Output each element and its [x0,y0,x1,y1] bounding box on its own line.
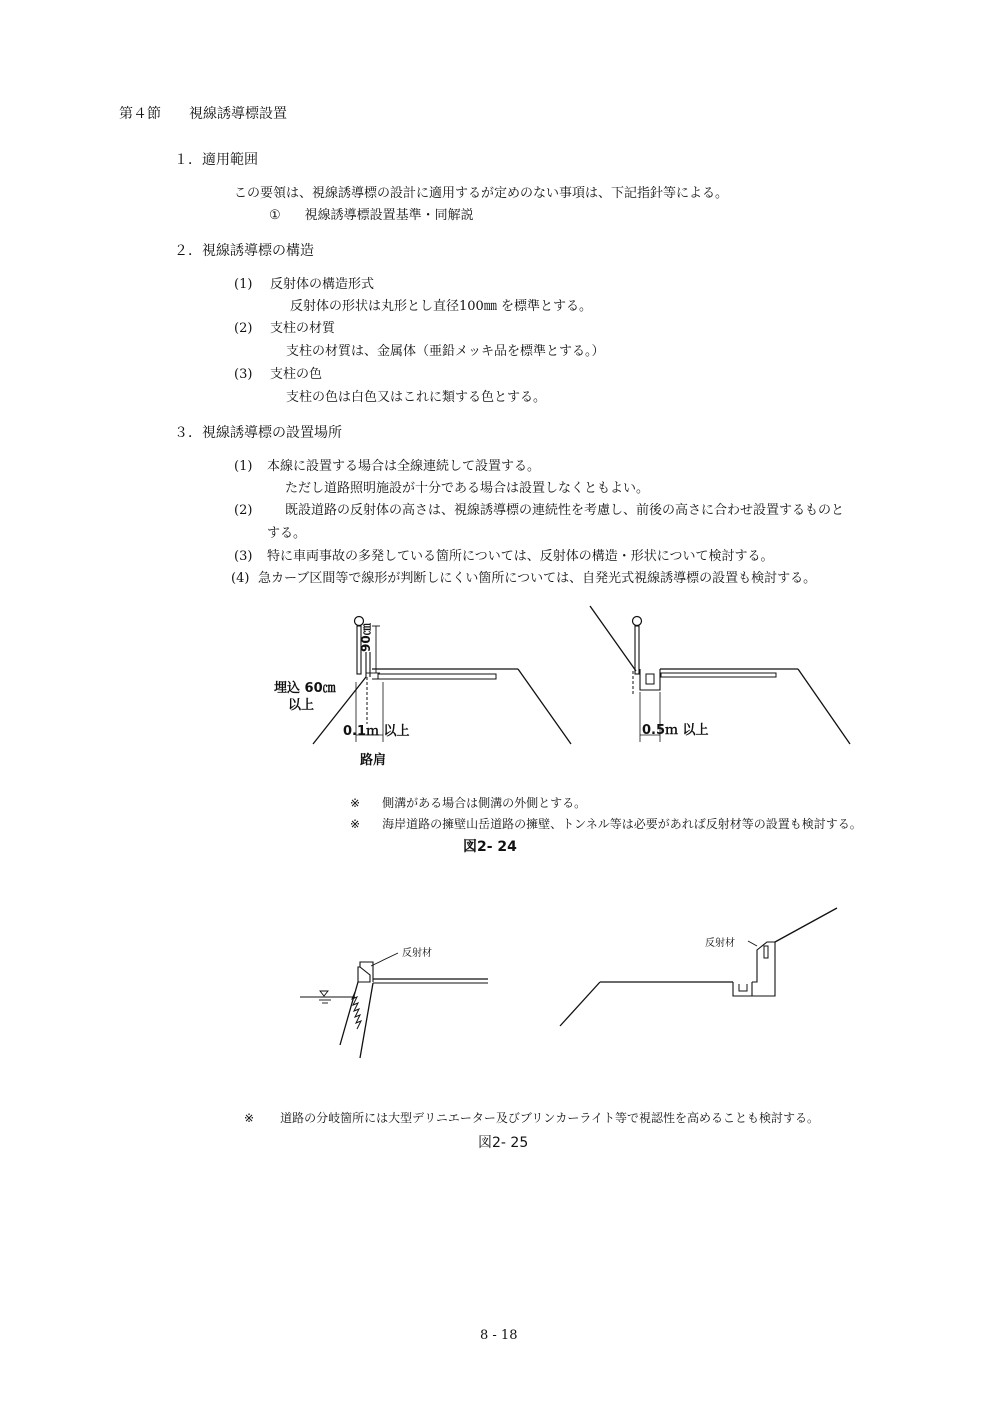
fig24-note-2-text: 海岸道路の擁壁山岳道路の擁壁、トンネル等は必要があれば反射材等の設置も検討する。 [382,817,862,831]
fig24-caption: 図2- 24 [463,839,517,855]
s3-item-1-line1: 本線に設置する場合は全線連続して設置する。 [267,459,541,474]
s3-item-3-line1: 特に車両事故の多発している箇所については、反射体の構造・形状について検討する。 [267,549,774,564]
fig24-note-2 [350,816,862,832]
fig25-note [244,1110,819,1126]
s1-ref-text: 視線誘導標設置基準・同解説 [304,208,474,223]
fig24-note-1-text: 側溝がある場合は側溝の外側とする。 [382,796,587,810]
s1-reference [269,207,474,224]
section-title: 視線誘導標設置 [189,106,287,122]
fig25-note-text: 道路の分岐箇所には大型デリニエーター及びブリンカーライト等で視認性を高めることも検討する。 [280,1111,819,1125]
fig25-note-mark: ※ [244,1111,255,1125]
fig24-label-bury2: 以上 [288,698,315,713]
section-number: 第４節 [119,106,161,122]
fig24-label-bury: 埋込 60㎝ [274,681,336,696]
s2-item-3-no: (3) [234,367,253,382]
s2-heading: ２．視線誘導標の構造 [174,243,314,259]
s3-item-1-no: (1) [234,459,253,474]
fig25-right-diagram [560,908,837,1026]
fig25-label-reflector-right: 反射材 [705,938,735,949]
fig24-label-90cm: 90㎝ [359,623,373,652]
fig25-left-diagram [300,946,488,1058]
s3-item-4-line1: 急カーブ区間等で線形が判断しにくい箇所については、自発光式視線誘導標の設置も検討する。 [258,571,817,586]
s3-item-2-line1: 既設道路の反射体の高さは、視線誘導標の連続性を考慮し、前後の高さに合わせ設置するものと [285,503,845,518]
fig24-left-diagram [274,617,571,769]
s3-item-2-no: (2) [234,503,253,518]
fig25-label-reflector-left: 反射材 [402,948,432,959]
figure-2-25 [0,880,992,1080]
s3-heading: ３．視線誘導標の設置場所 [174,425,342,441]
s3-item-3-no: (3) [234,549,253,564]
s3-item-2-line2: する。 [267,526,307,541]
fig24-right-diagram [590,606,850,744]
s2-item-1-body: 反射体の形状は丸形とし直径100㎜ を標準とする。 [290,299,592,314]
s2-item-1-no: (1) [234,277,253,292]
s2-item-1-title: 反射体の構造形式 [270,277,375,292]
fig24-note-1-mark: ※ [350,796,361,810]
fig24-label-shoulder: 路肩 [360,753,387,768]
fig24-label-01: 0.1ｍ 以上 [343,724,410,739]
s2-item-3-title: 支柱の色 [270,367,323,382]
s2-item-2-body: 支柱の材質は、金属体（亜鉛メッキ品を標準とする。） [286,344,605,359]
fig25-caption: 図2- 25 [478,1135,529,1151]
s3-item-4-no: (4) [231,571,250,586]
s1-heading: １．適用範囲 [174,152,258,168]
s2-item-3-body: 支柱の色は白色又はこれに類する色とする。 [286,390,547,405]
page-number: 8 - 18 [480,1328,518,1343]
fig24-note-2-mark: ※ [350,817,361,831]
figure-2-24 [0,592,992,792]
s1-paragraph: この要領は、視線誘導標の設計に適用するが定めのない事項は、下記指針等による。 [234,186,729,201]
s2-item-2-title: 支柱の材質 [270,321,336,336]
s3-item-1-line2: ただし道路照明施設が十分である場合は設置しなくともよい。 [285,481,650,496]
s1-ref-number: ① [269,208,281,223]
s2-item-2-no: (2) [234,321,253,336]
section-heading [119,105,287,123]
fig24-label-05: 0.5ｍ 以上 [642,723,709,738]
fig24-note-1 [350,795,586,811]
